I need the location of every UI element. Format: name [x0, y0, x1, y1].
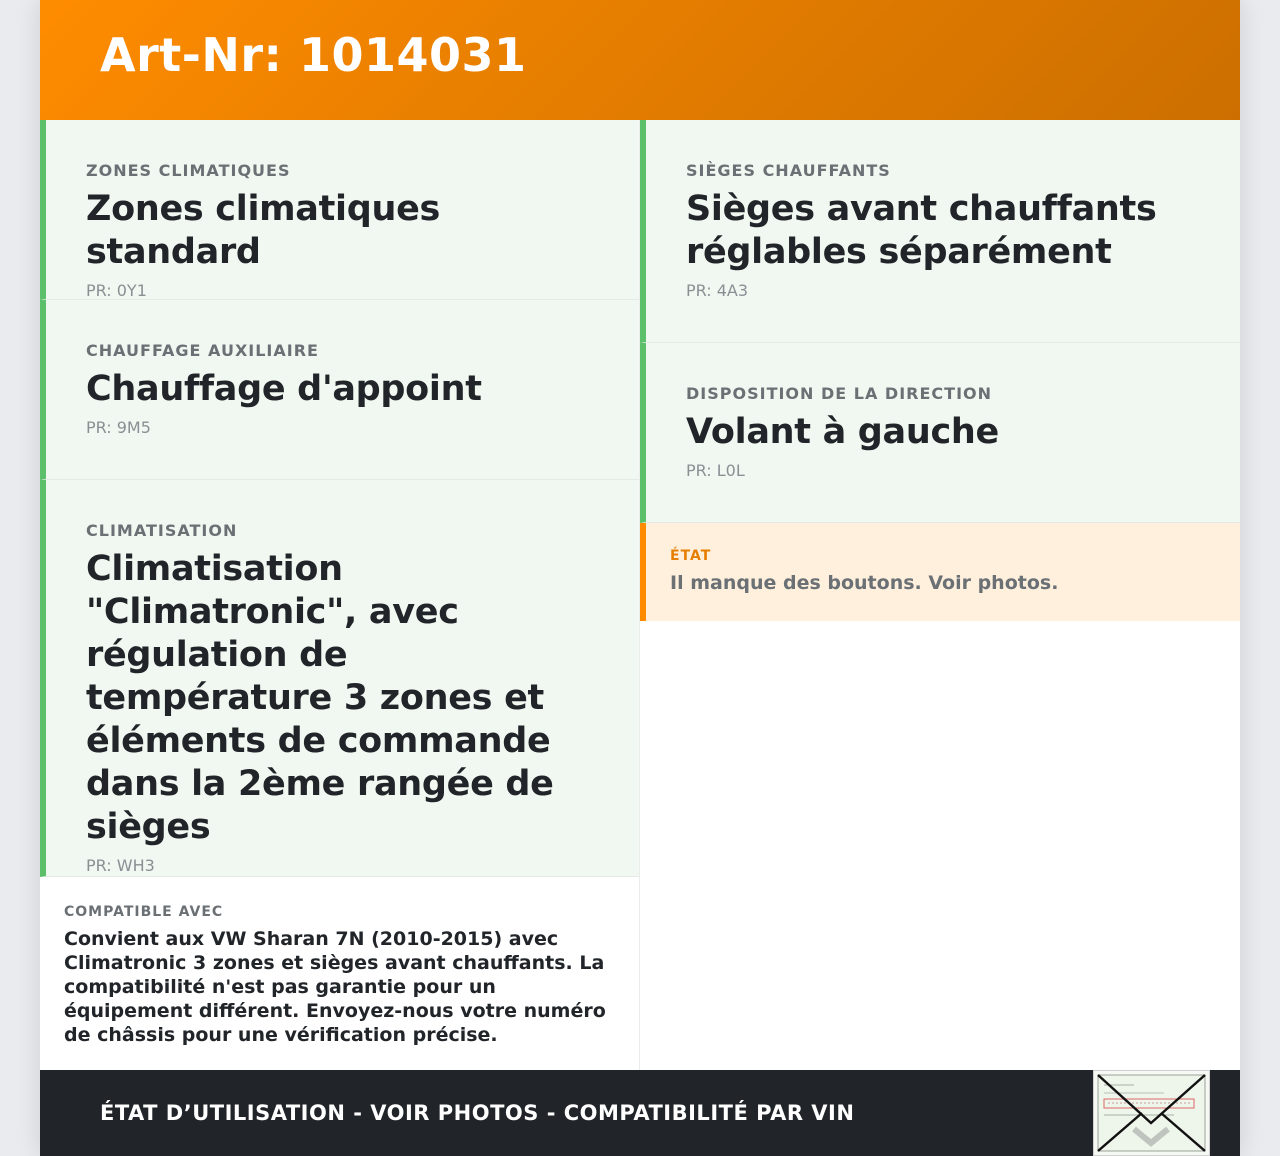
right-column	[640, 120, 1240, 1070]
condition-text: Il manque des boutons. Voir photos.	[670, 572, 1059, 594]
feature-pr-code: PR: 9M5	[86, 418, 151, 437]
feature-card-heated-seats	[640, 120, 1240, 343]
feature-value: Climatisation "Climatronic", avec régulation de température 3 zones et éléments de commande dans la 2ème rangée de sièges	[86, 549, 554, 847]
condition-label: ÉTAT	[670, 548, 712, 564]
envelope-document-icon[interactable]	[1093, 1070, 1210, 1156]
feature-value: Chauffage d'appoint	[86, 369, 482, 409]
feature-label: CLIMATISATION	[86, 521, 238, 540]
feature-label: DISPOSITION DE LA DIRECTION	[686, 384, 993, 403]
feature-label: SIÈGES CHAUFFANTS	[686, 161, 891, 180]
header-bar	[40, 0, 1240, 120]
feature-card-climate-zones	[40, 120, 639, 300]
condition-notice	[640, 523, 1240, 621]
page-sheet	[40, 0, 1240, 1156]
article-number-title: Art-Nr: 1014031	[100, 28, 527, 82]
feature-card-air-conditioning	[40, 480, 639, 877]
feature-pr-code: PR: 4A3	[686, 281, 749, 300]
feature-card-steering-layout	[640, 343, 1240, 523]
feature-label: CHAUFFAGE AUXILIAIRE	[86, 341, 319, 360]
compatibility-label: COMPATIBLE AVEC	[64, 904, 224, 920]
left-column	[40, 120, 640, 1070]
footer-bar	[40, 1070, 1240, 1156]
compatibility-section	[40, 877, 639, 1047]
feature-value: Volant à gauche	[686, 412, 999, 452]
feature-pr-code: PR: WH3	[86, 856, 155, 875]
compatibility-text: Convient aux VW Sharan 7N (2010-2015) avec Climatronic 3 zones et sièges avant chauffants. La compatibilité n'est pas garantie pour un équipement différent. Envoyez-nous votre numéro de châssis pour une vérification précise.	[64, 928, 606, 1046]
footer-tagline: ÉTAT D’UTILISATION - VOIR PHOTOS - COMPATIBILITÉ PAR VIN	[100, 1101, 855, 1125]
feature-value: Sièges avant chauffants réglables séparément	[686, 189, 1157, 272]
feature-value: Zones climatiques standard	[86, 189, 441, 272]
feature-label: ZONES CLIMATIQUES	[86, 161, 291, 180]
feature-pr-code: PR: 0Y1	[86, 281, 147, 300]
feature-pr-code: PR: L0L	[686, 461, 745, 480]
feature-card-aux-heating	[40, 300, 639, 480]
